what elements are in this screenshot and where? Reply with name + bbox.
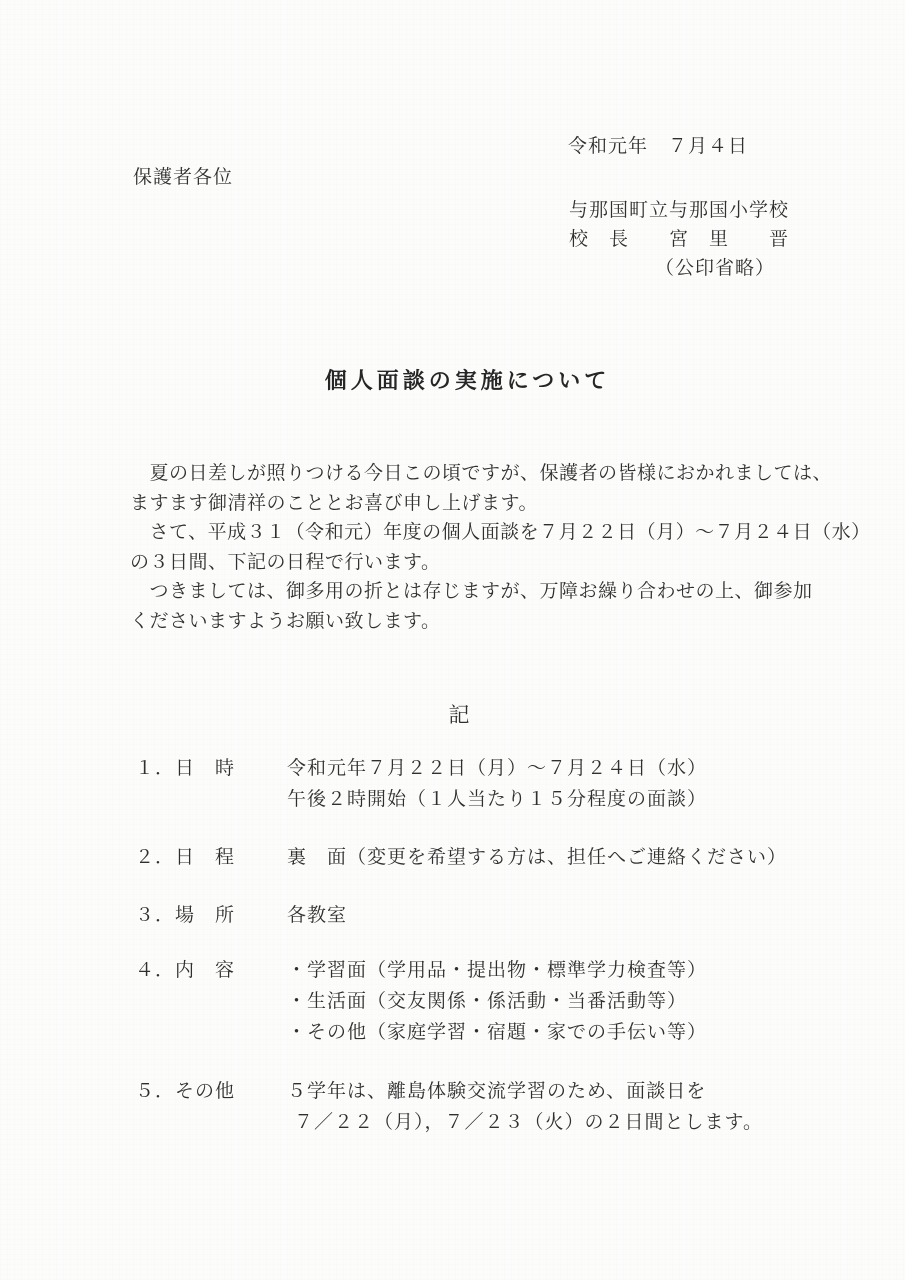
body-line: さて、平成３１（令和元）年度の個人面談を７月２２日（月）～７月２４日（水） bbox=[130, 521, 871, 543]
item-line: ・学習面（学用品・提出物・標準学力検査等） bbox=[287, 959, 708, 981]
seal-omitted-note: （公印省略） bbox=[655, 257, 776, 279]
item-line: ・生活面（交友関係・係活動・当番活動等） bbox=[287, 990, 688, 1012]
list-item bbox=[0, 955, 905, 1048]
item-line: ５学年は、離島体験交流学習のため、面談日を bbox=[287, 1080, 707, 1102]
sender-principal-name: 校 長 宮 里 晋 bbox=[569, 228, 790, 250]
list-item bbox=[0, 753, 905, 815]
item-label: ３．場 所 bbox=[135, 904, 236, 926]
item-line: 午後２時開始（１人当たり１５分程度の面談） bbox=[287, 788, 708, 810]
list-item bbox=[0, 842, 905, 873]
document-date: 令和元年 ７月４日 bbox=[568, 135, 749, 157]
item-label: １．日 時 bbox=[135, 757, 236, 779]
ki-marker: 記 bbox=[448, 703, 471, 727]
list-item bbox=[0, 1076, 905, 1138]
body-line: くださいますようお願い致します。 bbox=[130, 609, 441, 632]
item-line: ・その他（家庭学習・宿題・家での手伝い等） bbox=[287, 1021, 708, 1043]
item-line: 裏 面（変更を希望する方は、担任へご連絡ください） bbox=[287, 846, 788, 868]
greeting-paragraphs bbox=[130, 459, 905, 636]
body-line: つきましては、御多用の折とは存じますが、万障お繰り合わせの上、御参加 bbox=[130, 580, 813, 602]
item-label: ２．日 程 bbox=[135, 846, 236, 868]
body-line: 夏の日差しが照りつける今日この頃ですが、保護者の皆様におかれましては、 bbox=[130, 462, 833, 484]
item-line: 令和元年７月２２日（月）～７月２４日（水） bbox=[287, 757, 708, 779]
item-content bbox=[287, 900, 905, 931]
item-content bbox=[287, 1076, 905, 1138]
body-line: ますます御清祥のこととお喜び申し上げます。 bbox=[130, 491, 538, 514]
item-content bbox=[287, 955, 905, 1048]
document-title: 個人面談の実施について bbox=[324, 368, 611, 394]
item-content bbox=[287, 842, 905, 873]
sender-school-name: 与那国町立与那国小学校 bbox=[569, 199, 790, 221]
item-line: ７／２２（月），７／２３（火）の２日間とします。 bbox=[287, 1111, 764, 1133]
item-content bbox=[287, 753, 905, 815]
item-line: 各教室 bbox=[287, 904, 348, 926]
list-item bbox=[0, 900, 905, 931]
recipient-line: 保護者各位 bbox=[133, 166, 234, 188]
item-label: ５．その他 bbox=[135, 1080, 236, 1102]
item-label: ４．内 容 bbox=[135, 959, 236, 981]
body-line: の３日間、下記の日程で行います。 bbox=[130, 550, 441, 573]
